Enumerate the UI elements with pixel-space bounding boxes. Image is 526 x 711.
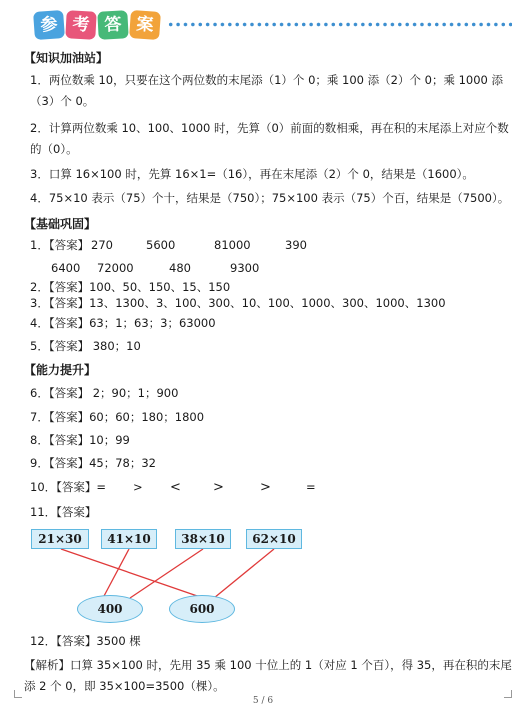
answer-7: 7．【答案】60；60；180；1800 <box>30 410 205 424</box>
answer-11-label: 11．【答案】 <box>30 505 97 519</box>
answer-12: 12．【答案】3500 棵 <box>30 634 141 648</box>
section-heading-ability: 【能力提升】 <box>24 363 97 377</box>
result-oval: 600 <box>169 595 235 623</box>
banner-tile: 参 <box>33 10 65 40</box>
comparison-symbol: > <box>133 480 143 494</box>
page-number: 5 / 6 <box>252 696 274 706</box>
match-line <box>214 549 274 598</box>
answer-9: 9．【答案】45；78；32 <box>30 456 156 470</box>
answer-1-value: 390 <box>285 238 307 252</box>
expression-box: 21×30 <box>31 529 89 549</box>
answer-1-value: 6400 <box>51 261 81 275</box>
comparison-symbol: > <box>260 480 271 495</box>
answer-10-label: 10．【答案】= <box>30 480 107 494</box>
answer-8: 8．【答案】10；99 <box>30 433 130 447</box>
answer-3: 3．【答案】13、1300、3、100、300、10、100、1000、300、1000、1300 <box>30 296 446 310</box>
match-line <box>61 549 206 599</box>
answer-12-analysis: 【解析】口算 35×100 时，先用 35 乘 100 十位上的 1（对应 1 个百），得 35，再在积的末尾添 2 个 0，即 35×100=3500（棵）。 <box>24 658 512 693</box>
answer-4: 4．【答案】63；1；63；3；63000 <box>30 316 216 330</box>
comparison-symbol: > <box>213 480 224 495</box>
answer-1-value: 270 <box>91 238 113 252</box>
comparison-symbol: < <box>170 480 181 495</box>
knowledge-item-4: 4．75×10 表示（75）个十，结果是（750）；75×100 表示（75）个百，结果是（7500）。 <box>30 191 510 205</box>
answer-1-value: 72000 <box>97 261 134 275</box>
comparison-symbol: = <box>306 480 316 494</box>
expression-box: 62×10 <box>246 529 302 549</box>
match-line <box>130 549 203 598</box>
answer-1-label: 1．【答案】 <box>30 238 90 252</box>
expression-box: 38×10 <box>175 529 231 549</box>
knowledge-item-3: 3．口算 16×100 时，先算 16×1=（16），再在末尾添（2）个 0，结果是（1600）。 <box>30 167 474 181</box>
banner-tile: 答 <box>97 10 128 40</box>
knowledge-item-2: 2．计算两位数乘 10、100、1000 时，先算（0）前面的数相乘，再在积的末尾添上对应个数的（0）。 <box>30 121 509 156</box>
answer-1-value: 9300 <box>230 261 260 275</box>
answer-1-value: 480 <box>169 261 191 275</box>
section-heading-knowledge: 【知识加油站】 <box>24 51 109 65</box>
match-line <box>104 549 129 596</box>
answer-5: 5．【答案】 380；10 <box>30 339 141 353</box>
answer-1-value: 81000 <box>214 238 251 252</box>
expression-box: 41×10 <box>101 529 157 549</box>
answer-2: 2．【答案】100、50、150、15、150 <box>30 280 231 294</box>
knowledge-item-1: 1．两位数乘 10，只要在这个两位数的末尾添（1）个 0；乘 100 添（2）个 0；乘 1000 添（3）个 0。 <box>30 73 504 108</box>
banner-tile: 案 <box>129 10 161 40</box>
answer-1-value: 5600 <box>146 238 176 252</box>
section-heading-basic: 【基础巩固】 <box>24 217 97 231</box>
result-oval: 400 <box>77 595 143 623</box>
banner-tile: 考 <box>65 10 96 40</box>
answer-6: 6．【答案】 2；90；1；900 <box>30 386 179 400</box>
